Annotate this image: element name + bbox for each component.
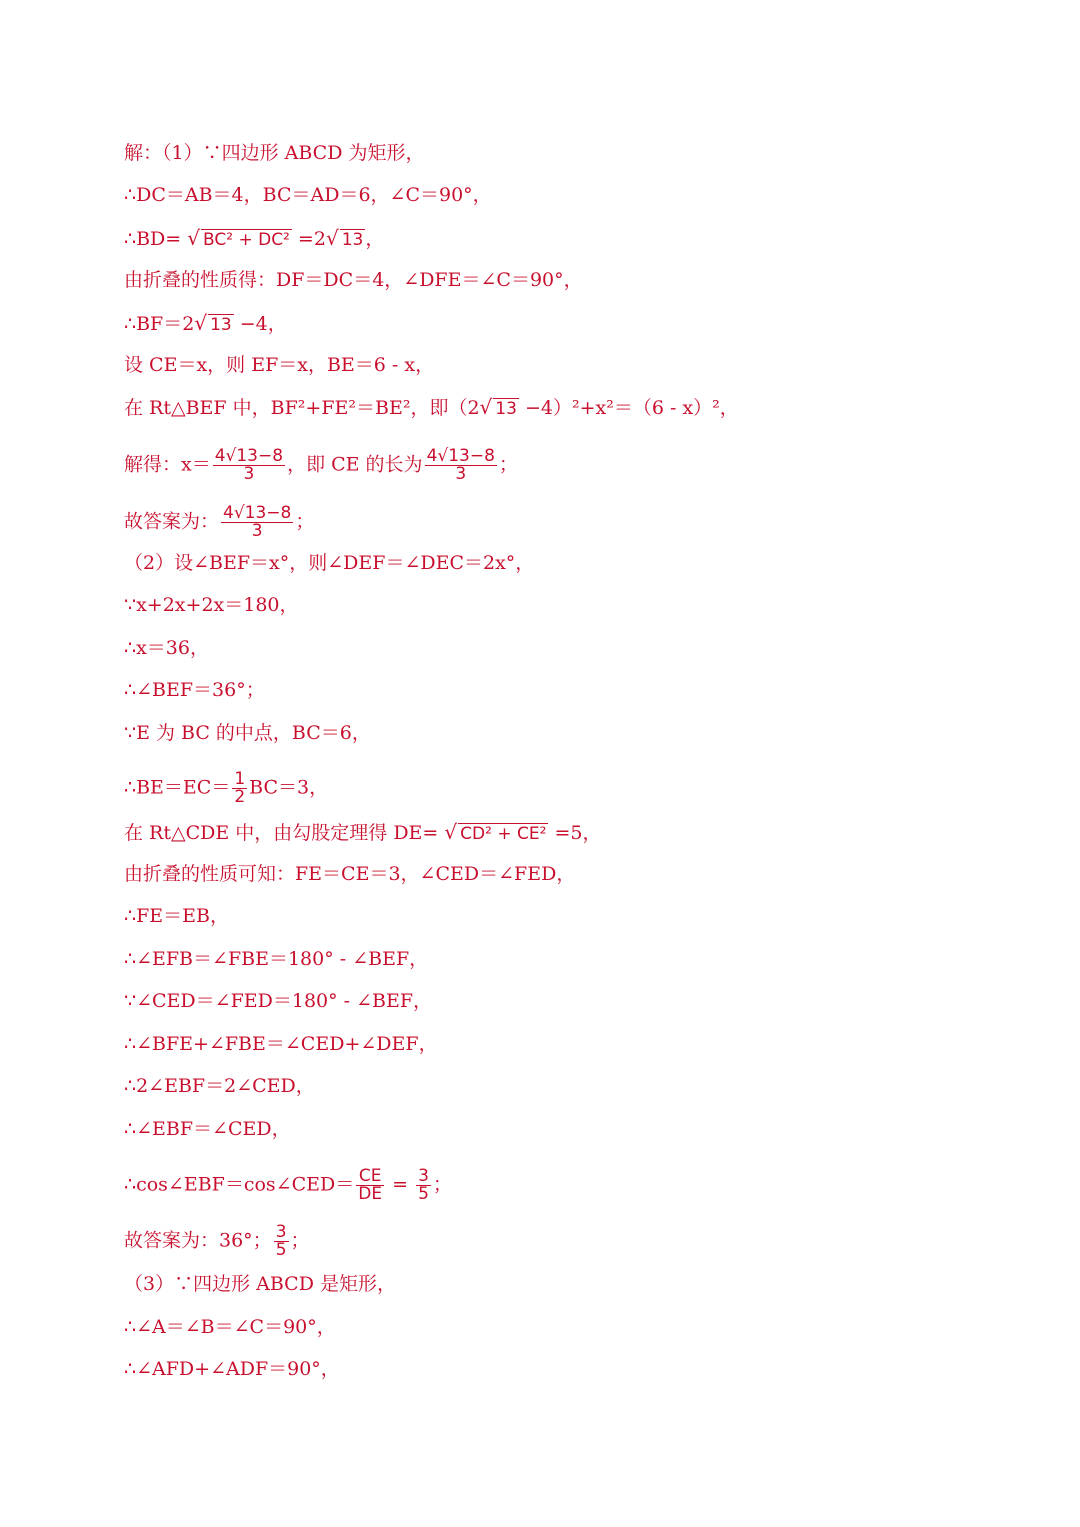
- fraction-denominator: DE: [358, 1184, 383, 1204]
- line-text: ；: [290, 1229, 310, 1252]
- text-line: [124, 989, 432, 1013]
- text-line: [124, 947, 428, 971]
- fraction: [356, 1168, 384, 1203]
- text-line: [124, 820, 601, 845]
- text-line: [124, 721, 371, 745]
- text-line: [124, 226, 384, 251]
- text-line: [124, 678, 265, 702]
- line-text: ∴∠BFE+∠FBE＝∠CED+∠DEF，: [124, 1033, 438, 1055]
- fraction-denominator: 5: [418, 1184, 429, 1204]
- text-line: [124, 505, 314, 540]
- text-line: [124, 448, 518, 483]
- line-text: ∴BF＝2: [124, 313, 195, 335]
- text-line: [124, 1224, 310, 1259]
- fraction-numerator: CE: [356, 1168, 384, 1186]
- line-text: ∴∠EBF＝∠CED，: [124, 1118, 291, 1140]
- radicand: 13: [210, 315, 232, 335]
- line-text: =: [386, 1173, 415, 1196]
- text-line: [124, 904, 229, 928]
- text-line: [124, 1117, 291, 1141]
- line-text: ；: [295, 510, 315, 533]
- text-line: [124, 593, 299, 617]
- line-text: =5，: [548, 822, 602, 844]
- fraction-numerator: 4√13−8: [426, 446, 495, 466]
- line-text: ∴∠A＝∠B＝∠C＝90°，: [124, 1316, 336, 1338]
- text-line: [124, 771, 328, 806]
- radicand: 13: [495, 399, 517, 419]
- line-text: 由折叠的性质得：DF＝DC＝4，∠DFE＝∠C＝90°，: [124, 269, 583, 291]
- line-text: 由折叠的性质可知：FE＝CE＝3，∠CED＝∠FED，: [124, 863, 576, 885]
- line-text: 在 Rt△BEF 中，BF²+FE²＝BE²，即（2: [124, 397, 480, 419]
- fraction-denominator: 3: [243, 464, 255, 484]
- line-text: −4）²+x²＝（6 - x）²，: [518, 397, 739, 419]
- line-text: ∵x+2x+2x＝180，: [124, 594, 299, 616]
- line-text: ∴x＝36，: [124, 637, 209, 659]
- line-text: 故答案为：36°；: [124, 1229, 272, 1252]
- line-text: ∴∠AFD+∠ADF＝90°，: [124, 1358, 340, 1380]
- line-text: ∴BE＝EC＝: [124, 776, 231, 799]
- text-line: [124, 862, 575, 886]
- line-text: 故答案为：: [124, 510, 220, 533]
- line-text: ，即 CE 的长为: [287, 453, 423, 476]
- radicand: BC² + DC²: [203, 230, 290, 250]
- text-line: [124, 141, 424, 165]
- text-line: [124, 311, 287, 336]
- line-text: ∴∠BEF＝36°；: [124, 679, 265, 701]
- text-line: [124, 1032, 438, 1056]
- text-line: [124, 1074, 315, 1098]
- radicand: 13: [341, 230, 364, 250]
- fraction: [213, 448, 285, 483]
- radical-sign: √: [444, 820, 458, 844]
- line-text: （3）∵四边形 ABCD 是矩形，: [124, 1273, 396, 1295]
- text-line: [124, 395, 739, 420]
- line-text: ，: [365, 228, 385, 250]
- line-text: BC＝3，: [249, 776, 329, 799]
- fraction: [221, 505, 293, 540]
- line-text: 解：（1）∵四边形 ABCD 为矩形，: [124, 142, 425, 164]
- fraction: [274, 1224, 289, 1259]
- text-line: [124, 636, 209, 660]
- line-text: ∴BD=: [124, 228, 188, 250]
- fraction-numerator: 4√13−8: [223, 503, 292, 523]
- fraction-denominator: 2: [234, 787, 246, 807]
- fraction-denominator: 5: [275, 1240, 287, 1260]
- text-line: [124, 268, 583, 292]
- text-line: [124, 1272, 396, 1296]
- line-text: 在 Rt△CDE 中，由勾股定理得 DE=: [124, 822, 445, 844]
- text-line: [124, 353, 434, 377]
- line-text: =2: [291, 228, 326, 250]
- fraction: [416, 1168, 431, 1203]
- line-text: ；: [498, 453, 518, 476]
- line-text: （2）设∠BEF＝x°，则∠DEF＝∠DEC＝2x°，: [124, 552, 535, 574]
- line-text: ∴DC＝AB＝4，BC＝AD＝6，∠C＝90°，: [124, 184, 492, 206]
- text-line: [124, 1357, 340, 1381]
- radical-sign: √: [194, 311, 208, 335]
- fraction: [232, 771, 247, 806]
- fraction-numerator: 1: [234, 769, 246, 789]
- fraction-denominator: 3: [251, 521, 263, 541]
- fraction-numerator: 3: [418, 1166, 429, 1186]
- line-text: −4，: [233, 313, 287, 335]
- radical-sign: √: [187, 226, 200, 250]
- fraction-numerator: 3: [275, 1222, 287, 1242]
- text-line: [124, 551, 534, 575]
- line-text: ∴2∠EBF＝2∠CED，: [124, 1075, 315, 1097]
- line-text: 解得：x＝: [124, 453, 211, 476]
- line-text: ∴cos∠EBF＝cos∠CED＝: [124, 1173, 355, 1196]
- line-text: ∵∠CED＝∠FED＝180° - ∠BEF，: [124, 990, 433, 1012]
- line-text: ∴∠EFB＝∠FBE＝180° - ∠BEF，: [124, 948, 429, 970]
- fraction-numerator: 4√13−8: [214, 446, 284, 466]
- line-text: ∴FE＝EB，: [124, 905, 229, 927]
- radical-sign: √: [479, 395, 493, 419]
- radicand: CD² + CE²: [460, 824, 547, 844]
- text-line: [124, 1168, 452, 1203]
- line-text: ；: [432, 1173, 452, 1196]
- radical-sign: √: [325, 226, 339, 250]
- fraction: [425, 448, 497, 483]
- line-text: 设 CE＝x，则 EF＝x，BE＝6 - x，: [124, 354, 435, 376]
- fraction-denominator: 3: [455, 464, 467, 484]
- text-line: [124, 183, 492, 207]
- line-text: ∵E 为 BC 的中点，BC＝6，: [124, 722, 371, 744]
- text-line: [124, 1315, 336, 1339]
